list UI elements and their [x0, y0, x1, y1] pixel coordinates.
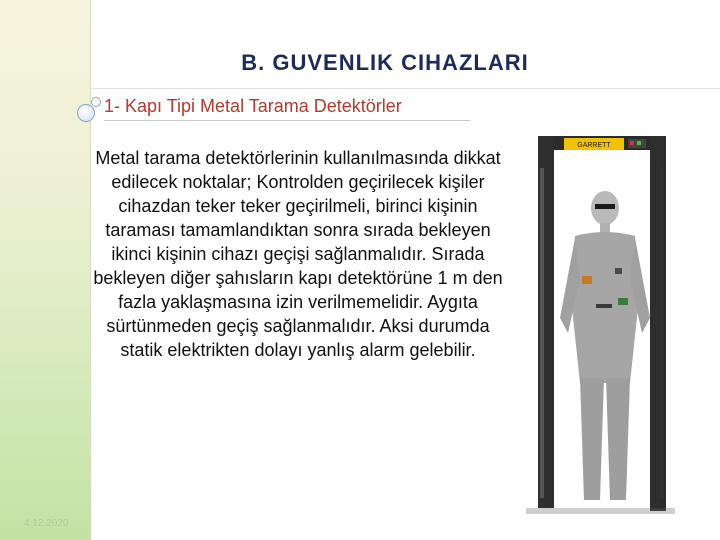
slide-subtitle: 1- Kapı Tipi Metal Tarama Detektörler: [104, 96, 402, 116]
sidebar-divider: [90, 0, 91, 540]
left-sidebar-decoration: [0, 0, 90, 540]
bullet-circle-decoration: [77, 104, 95, 122]
subtitle-underline: [104, 120, 470, 121]
slide-title: B. GUVENLIK CIHAZLARI: [241, 50, 529, 75]
metal-detector-image: [520, 128, 675, 523]
person-silhouette: [560, 191, 650, 500]
device-label: GARRETT: [577, 142, 611, 149]
slide-date: 4.12.2020: [24, 518, 69, 529]
metal-detector-illustration: [520, 128, 675, 523]
slide-body-text: Metal tarama detektörlerinin kullanılmasında dikkat edilecek noktalar; Kontrolden geçirilecek kişiler cihazdan teker teker geçirilmeli, birinci kişinin taraması tamamlandıktan sonra sırada bekleyen ikinci kişinin cihazı geçişi sağlanmalıdır. Sırada bekleyen diğer şahısların kapı detektörüne 1 m den fazla yaklaşmasına izin verilmemelidir. Aygıta sürtünmeden geçiş sağlanmalıdır. Aksi durumda statik elektrikten dolayı yanlış alarm gelebilir.: [93, 148, 503, 360]
header-divider: [91, 88, 720, 89]
bullet-dot-decoration: [91, 97, 101, 107]
